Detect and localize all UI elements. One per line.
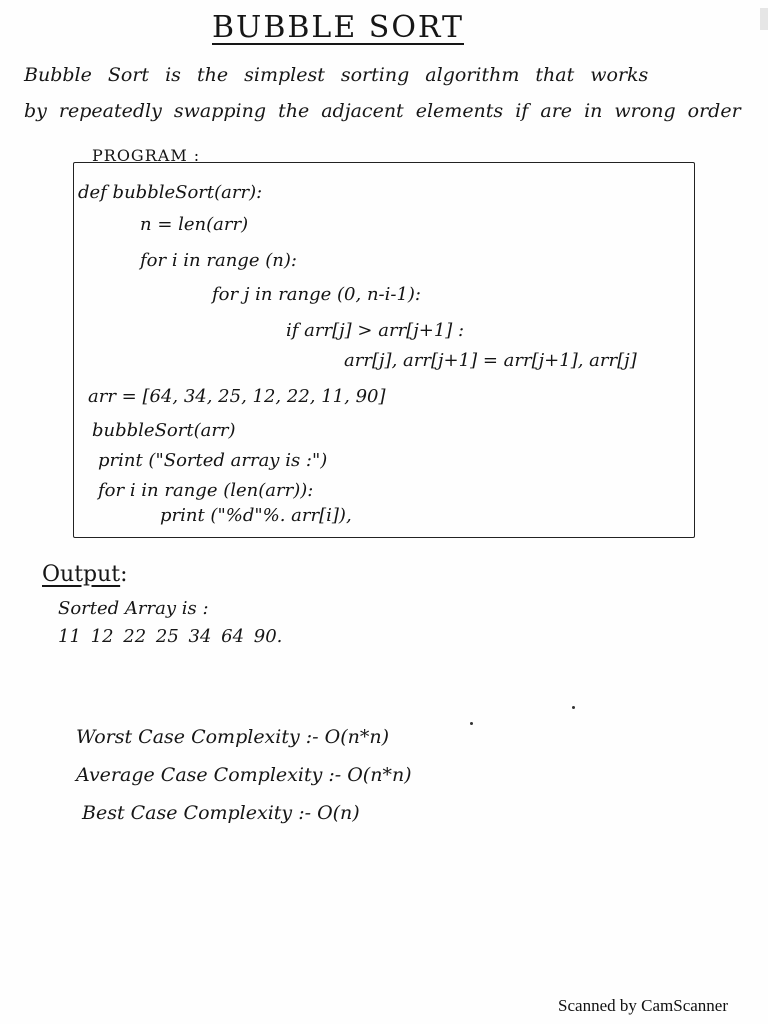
best-case-complexity: Best Case Complexity :- O(n) <box>82 802 360 824</box>
output-label: Output <box>42 562 121 587</box>
output-values: 11 12 22 25 34 64 90. <box>58 626 283 647</box>
program-label: PROGRAM : <box>92 146 201 165</box>
output-heading <box>42 562 128 587</box>
average-case-complexity: Average Case Complexity :- O(n*n) <box>76 764 412 786</box>
description-line-2: by repeatedly swapping the adjacent elements if are in wrong order <box>24 100 741 122</box>
code-line-for-j: for j in range (0, n-i-1): <box>212 284 421 305</box>
ink-dot <box>470 722 473 725</box>
code-line-for-print: for i in range (len(arr)): <box>98 480 314 501</box>
code-line-print-header: print ("Sorted array is :") <box>98 450 328 471</box>
code-line-def: def bubbleSort(arr): <box>78 182 263 203</box>
page-title: BUBBLE SORT <box>212 10 464 45</box>
code-line-if: if arr[j] > arr[j+1] : <box>286 320 465 341</box>
scanner-watermark: Scanned by CamScanner <box>558 996 728 1015</box>
code-line-for-i: for i in range (n): <box>140 250 297 271</box>
output-colon: : <box>120 562 128 587</box>
code-line-print-value: print ("%d"%. arr[i]), <box>160 505 352 526</box>
worst-case-complexity: Worst Case Complexity :- O(n*n) <box>76 726 389 748</box>
page-edge-shadow <box>760 8 768 30</box>
code-line-n: n = len(arr) <box>140 214 249 235</box>
code-line-call: bubbleSort(arr) <box>92 420 236 441</box>
code-line-arr: arr = [64, 34, 25, 12, 22, 11, 90] <box>88 386 386 407</box>
description-line-1: Bubble Sort is the simplest sorting algorithm that works <box>24 64 649 86</box>
code-line-swap: arr[j], arr[j+1] = arr[j+1], arr[j] <box>344 350 637 371</box>
ink-dot <box>572 706 575 709</box>
output-line-1: Sorted Array is : <box>58 598 209 619</box>
